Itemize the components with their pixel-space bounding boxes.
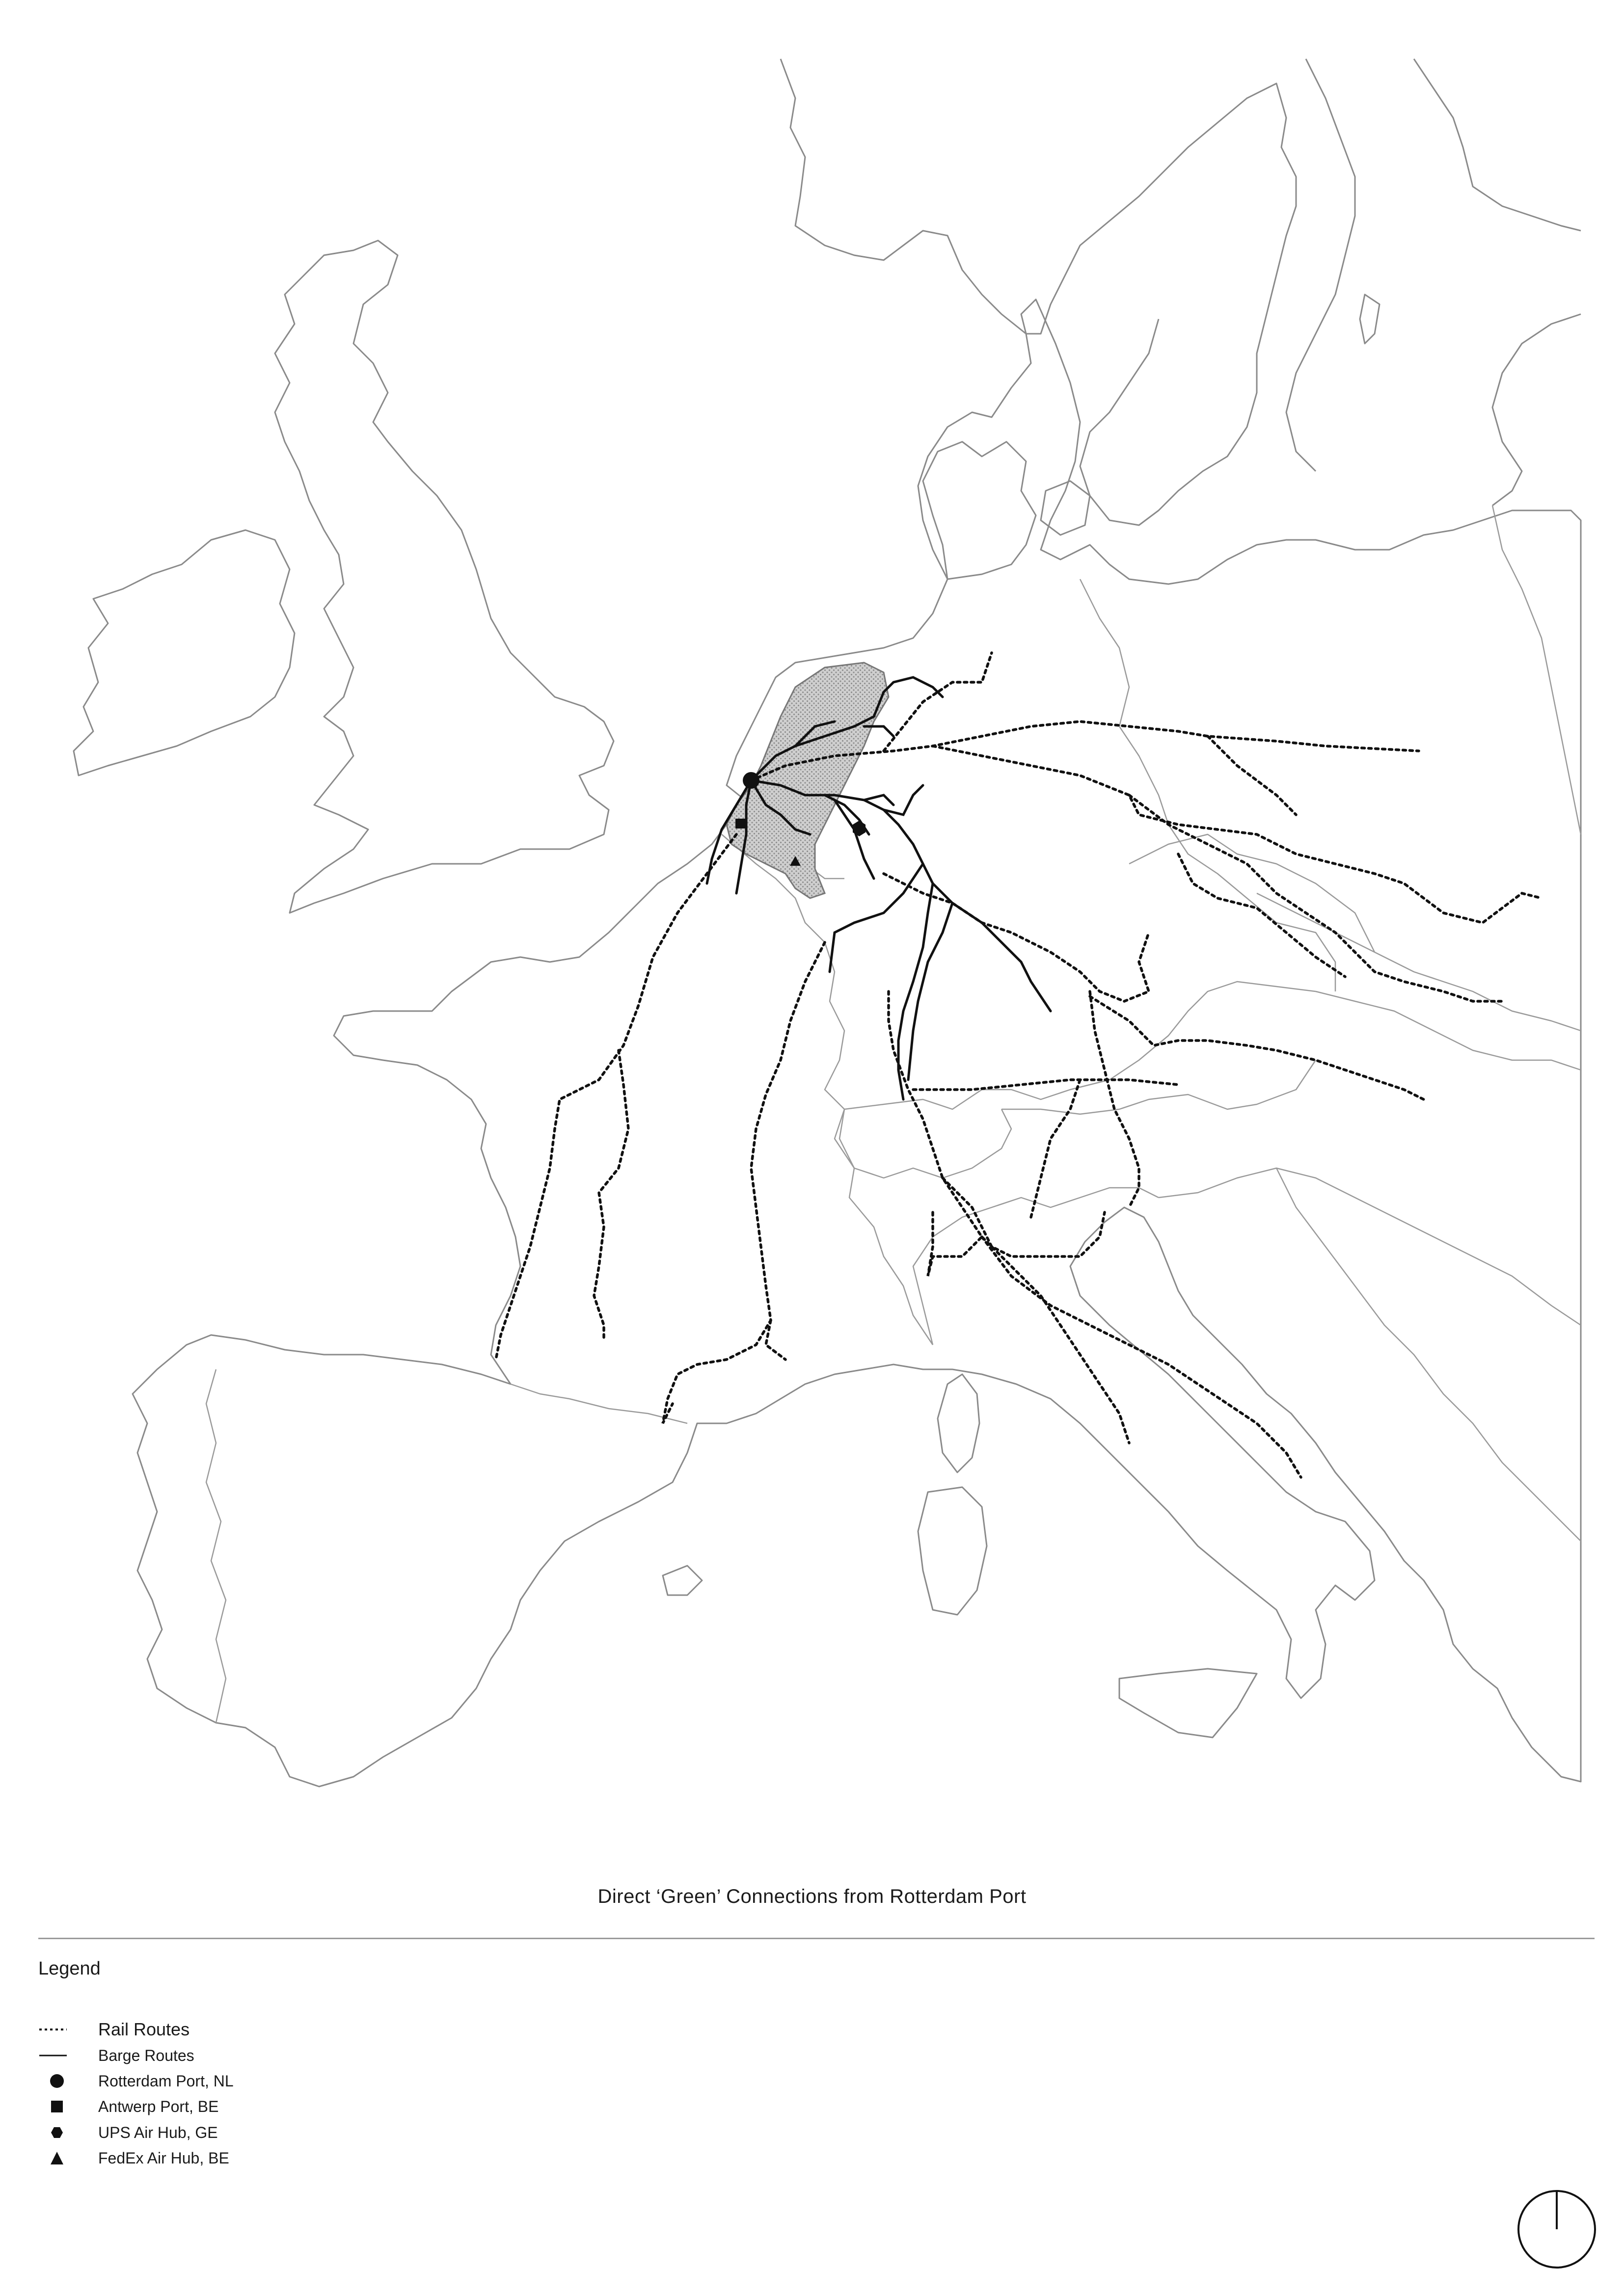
coast-balearic [663,1566,702,1595]
rail-route [1208,736,1296,815]
coast-gotland [1360,294,1380,344]
coast-sardinia [918,1487,987,1615]
border-czech [1129,834,1375,952]
coast-finland [1286,59,1355,471]
legend-label: UPS Air Hub, GE [98,2123,218,2141]
legend-title: Legend [38,1958,101,1979]
coast-great-britain [275,240,614,913]
barge-routes [707,677,1051,1099]
rail-route [496,834,736,1360]
coast-sicily [1119,1669,1257,1737]
legend-item-ups [38,2120,218,2145]
coast-finland-south [1414,59,1581,231]
legend-item-rail [38,2017,189,2042]
coastlines [74,59,1581,1787]
rail-route [1031,1080,1080,1217]
border-portugal [206,1369,226,1723]
barge-route [835,800,874,879]
rail-route [766,1320,785,1360]
border-balkans [1159,1168,1581,1325]
border-balkans-2 [1276,1168,1581,1541]
coast-continent [133,299,1581,1787]
legend-item-antwerp [38,2094,218,2119]
coast-scandinavia [781,59,1296,525]
barge-route [908,903,952,1080]
map-title: Direct ‘Green’ Connections from Rotterdam Port [597,1886,1027,1907]
rail-route [1178,854,1345,977]
border-poland-east [1492,506,1581,834]
hexagon-icon [38,2120,78,2145]
legend-label: FedEx Air Hub, BE [98,2149,229,2167]
legend-label: Rotterdam Port, NL [98,2072,234,2090]
border-italy-north [913,1188,1159,1345]
rail-route [913,1080,1178,1090]
square-icon [38,2094,78,2119]
rail-route [663,942,825,1423]
coast-corsica [938,1374,979,1472]
barge-route [830,864,923,972]
rail-route [889,991,1129,1443]
border-germany-east [1080,579,1335,991]
legend-item-rotterdam [38,2069,234,2093]
border-spain-france [511,1384,687,1423]
border-austria [1001,1060,1316,1114]
rail-route [594,1050,628,1340]
legend-label: Rail Routes [98,2019,190,2039]
rail-route [1090,996,1424,1099]
triangle-icon [38,2146,78,2170]
coast-ireland [74,530,295,775]
legend-item-fedex [38,2146,229,2170]
rotterdam-port-marker [743,772,759,789]
divider [38,1938,1595,1939]
rail-route [943,1178,1105,1256]
legend-label: Barge Routes [98,2046,194,2064]
antwerp-port-marker [735,819,745,828]
coast-denmark [923,442,1036,579]
dotted-line-icon [38,2017,78,2042]
legend-item-barge [38,2043,194,2068]
coast-baltic-east [1492,314,1581,506]
rail-route [982,1237,1301,1477]
rail-routes [496,653,1542,1477]
north-arrow-icon [1515,2188,1598,2271]
rail-route [933,746,1542,923]
legend-label: Antwerp Port, BE [98,2097,219,2115]
rail-route [1129,795,1502,1001]
country-borders [206,506,1581,1723]
solid-line-icon [38,2043,78,2068]
border-hungary [1316,991,1581,1070]
barge-route [898,883,933,1099]
circle-icon [38,2069,78,2093]
